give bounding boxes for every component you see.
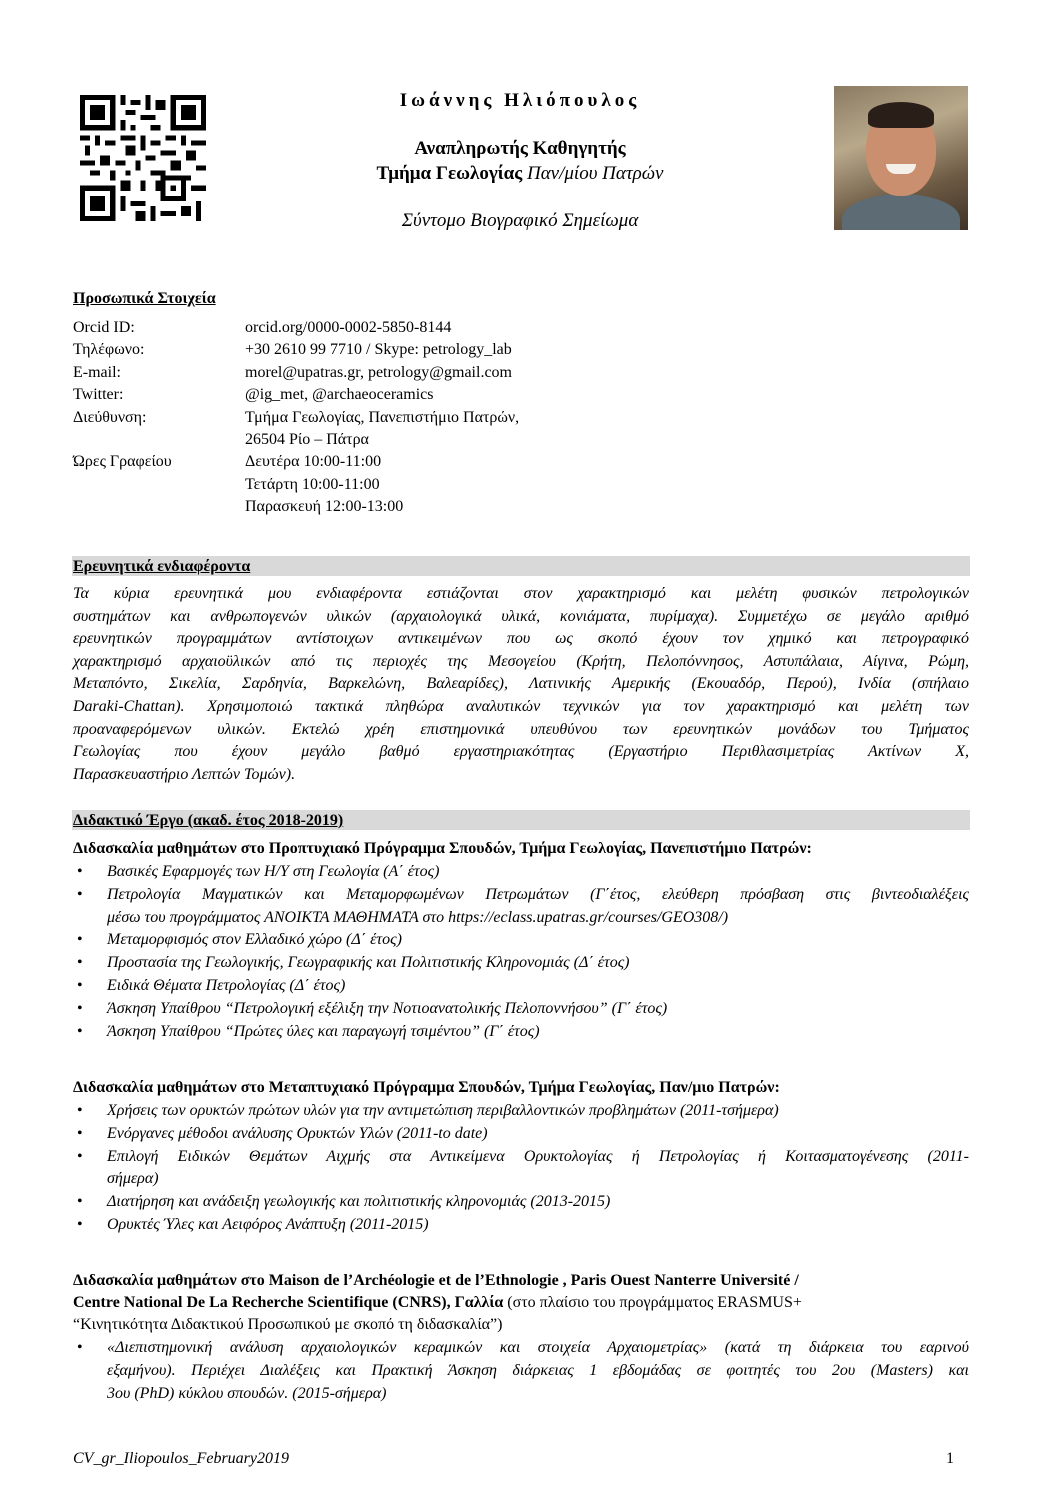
course-text: Προστασία της Γεωλογικής, Γεωγραφικής και Πολιτιστικής Κληρονομιάς (Δ΄ έτος)	[107, 954, 630, 972]
erasmus-program-note: (στο πλαίσιο του προγράμματος ERASMUS+	[503, 1294, 802, 1311]
teaching-heading: Διδακτικό Έργο (ακαδ. έτος 2018-2019)	[73, 812, 344, 829]
personal-value: Δευτέρα 10:00-11:00	[245, 453, 382, 471]
research-line: συστημάτων και ανθρωπογενών υλικών (αρχαιολογικά υλικά, κονιάματα, πυρίμαχα). Συμμετέχω σε μεγάλο αριθμό	[73, 607, 969, 625]
course-item	[73, 1214, 969, 1237]
postgrad-course-list	[73, 1100, 969, 1237]
erasmus-heading-line1: Διδασκαλία μαθημάτων στο Maison de l’Archéologie et de l’Ethnologie , Paris Ouest Nanterre Université /	[73, 1272, 799, 1289]
research-line: Τα κύρια ερευνητικά μου ενδιαφέροντα εστιάζονται στον χαρακτηρισμό και μελέτη φυσικών πετρολογικών	[73, 585, 969, 602]
profile-photo	[834, 86, 968, 230]
personal-row	[73, 339, 519, 361]
bullet-icon: •	[77, 1124, 83, 1142]
course-item	[73, 975, 969, 998]
personal-value: @ig_met, @archaeoceramics	[245, 386, 434, 404]
course-item	[73, 1100, 969, 1123]
personal-row	[73, 407, 519, 429]
erasmus-heading	[73, 1270, 969, 1336]
course-item	[73, 1191, 969, 1214]
research-heading: Ερευνητικά ενδιαφέροντα	[73, 558, 251, 575]
course-text: Ειδικά Θέματα Πετρολογίας (Δ΄ έτος)	[107, 976, 346, 994]
personal-value: +30 2610 99 7710 / Skype: petrology_lab	[245, 341, 512, 359]
research-line: προαναφερόμενων υλικών. Εκτελώ χρέη επιστημονικά υπευθύνου των ερευνητικών μονάδων του Τμήματος	[73, 720, 969, 738]
personal-row	[73, 317, 519, 339]
course-item	[73, 1021, 969, 1044]
course-text: Μεταμορφισμός στον Ελλαδικό χώρο (Δ΄ έτος)	[107, 931, 402, 949]
course-text: Βασικές Εφαρμογές των Η/Υ στη Γεωλογία (Α΄ έτος)	[107, 863, 440, 880]
course-text: εξαμήνου). Περιέχει Διαλέξεις και Πρακτική Άσκηση διάρκειας 1 εβδομάδας σε φοιτητές του 2ου (Masters) και	[107, 1361, 969, 1379]
course-text: Επιλογή Ειδικών Θεμάτων Αιχμής στα Αντικείμενα Ορυκτολογίας ή Πετρολογίας ή Κοιτασματογένεσης (2011-	[107, 1147, 969, 1165]
course-text: Ορυκτές Ύλες και Αειφόρος Ανάπτυξη (2011-2015)	[107, 1215, 429, 1233]
personal-row	[73, 429, 519, 451]
personal-row	[73, 496, 519, 518]
department-name: Τμήμα Γεωλογίας	[376, 163, 523, 184]
personal-label: Twitter:	[73, 386, 124, 404]
erasmus-institution: Centre National De La Recherche Scientifique (CNRS), Γαλλία	[73, 1294, 504, 1311]
personal-label	[73, 429, 245, 451]
research-line: Μεταπόντο, Σικελία, Σαρδηνία, Βαρκελώνη, Βαλεαρίδες), Λατινικής Αμερικής (Εκουαδόρ, Περού), Ινδία (σπήλαιο	[73, 675, 969, 693]
personal-value: 26504 Ρίο – Πάτρα	[245, 431, 369, 449]
personal-details	[73, 317, 519, 519]
course-text: Διατήρηση και ανάδειξη γεωλογικής και πολιτιστικής κληρονομιάς (2013-2015)	[107, 1193, 611, 1211]
personal-label: Orcid ID:	[73, 319, 135, 336]
research-line: χαρακτηρισμό αρχαιοϋλικών από τις περιοχές της Μεσογείου (Κρήτη, Πελοπόννησος, Αστυπάλαια, Αίγινα, Ρώμη,	[73, 652, 969, 670]
bullet-icon: •	[77, 976, 83, 994]
footer-filename: CV_gr_Iliopoulos_February2019	[73, 1450, 289, 1467]
postgrad-heading: Διδασκαλία μαθημάτων στο Μεταπτυχιακό Πρόγραμμα Σπουδών, Τμήμα Γεωλογίας, Παν/μιο Πατρών:	[73, 1079, 780, 1096]
course-item	[73, 884, 969, 930]
page-number: 1	[946, 1450, 954, 1467]
research-line: Παρασκευαστήριο Λεπτών Τομών).	[73, 765, 296, 783]
personal-label: Τηλέφωνο:	[73, 341, 145, 359]
course-text: Ενόργανες μέθοδοι ανάλυσης Ορυκτών Υλών (2011-to date)	[107, 1124, 488, 1142]
personal-value: morel@upatras.gr, petrology@gmail.com	[245, 363, 512, 381]
personal-value: Παρασκευή 12:00-13:00	[245, 498, 404, 516]
course-item	[73, 1123, 969, 1146]
course-item	[73, 1146, 969, 1192]
undergrad-heading: Διδασκαλία μαθημάτων στο Προπτυχιακό Πρόγραμμα Σπουδών, Τμήμα Γεωλογίας, Πανεπιστήμιο Πατρών:	[73, 840, 812, 857]
undergrad-course-list	[73, 861, 969, 1043]
bullet-icon: •	[77, 1193, 83, 1211]
person-name: Ιωάννης Ηλιόπουλος	[399, 90, 641, 111]
bullet-icon: •	[77, 1147, 83, 1165]
erasmus-course-list	[73, 1337, 969, 1405]
course-text: Άσκηση Υπαίθρου “Πρώτες ύλες και παραγωγή τσιμέντου” (Γ΄ έτος)	[107, 1022, 540, 1040]
bullet-icon: •	[77, 999, 83, 1017]
personal-value: orcid.org/0000-0002-5850-8144	[245, 319, 452, 336]
academic-title: Αναπληρωτής Καθηγητής	[414, 138, 626, 159]
document-subtitle: Σύντομο Βιογραφικό Σημείωμα	[401, 210, 639, 231]
course-item	[73, 1337, 969, 1405]
course-item	[73, 861, 969, 884]
erasmus-heading-line3: “Κινητικότητα Διδακτικού Προσωπικού με σκοπό τη διδασκαλία”)	[73, 1316, 503, 1333]
personal-row	[73, 362, 519, 384]
research-line: ερευνητικών προγραμμάτων αντίστοιχων αντικειμένων που ως σκοπό έχουν τον χημικό και πετρογραφικό	[73, 630, 969, 648]
personal-label: E-mail:	[73, 363, 121, 381]
bullet-icon: •	[77, 931, 83, 949]
personal-label	[73, 474, 245, 496]
bullet-icon: •	[77, 954, 83, 972]
bullet-icon: •	[77, 1102, 83, 1119]
course-text: Άσκηση Υπαίθρου “Πετρολογική εξέλιξη την Νοτιοανατολικής Πελοποννήσου” (Γ΄ έτος)	[107, 999, 668, 1017]
qr-code-icon	[80, 95, 206, 221]
personal-label: Διεύθυνση:	[73, 408, 147, 426]
course-item	[73, 998, 969, 1021]
course-text: Χρήσεις των ορυκτών πρώτων υλών για την αντιμετώπιση περιβαλλοντικών προβλημάτων (2011-τσήμερα)	[107, 1102, 779, 1119]
bullet-icon: •	[77, 863, 83, 880]
personal-label	[73, 496, 245, 518]
personal-row	[73, 474, 519, 496]
personal-heading: Προσωπικά Στοιχεία	[73, 290, 216, 307]
personal-row	[73, 451, 519, 473]
personal-row	[73, 384, 519, 406]
course-text: 3ου (PhD) κύκλου σπουδών. (2015-σήμερα)	[107, 1384, 387, 1402]
personal-label: Ώρες Γραφείου	[73, 453, 172, 471]
course-item	[73, 929, 969, 952]
personal-value: Τμήμα Γεωλογίας, Πανεπιστήμιο Πατρών,	[245, 408, 520, 426]
erasmus-heading-line2	[73, 1292, 969, 1314]
research-line: Γεωλογίας που έχουν μεγάλο βαθμό εργαστηριακότητας (Εργαστήριο Περιθλασιμετρίας Ακτίνων Χ,	[73, 743, 969, 761]
course-item	[73, 952, 969, 975]
university-name: Παν/μίου Πατρών	[526, 163, 664, 184]
department	[230, 163, 810, 185]
bullet-icon: •	[77, 1022, 83, 1040]
bullet-icon: •	[77, 1339, 83, 1356]
course-text: σήμερα)	[107, 1170, 159, 1188]
personal-value: Τετάρτη 10:00-11:00	[245, 475, 380, 493]
bullet-icon: •	[77, 885, 83, 903]
bullet-icon: •	[77, 1215, 83, 1233]
course-text: μέσω του προγράμματος ΑΝΟΙΚΤΑ ΜΑΘΗΜΑΤΑ στο https://eclass.upatras.gr/courses/GEO308/)	[107, 908, 729, 926]
course-text: Πετρολογία Μαγματικών και Μεταμορφωμένων Πετρωμάτων (Γ΄έτος, ελεύθερη πρόσβαση στις βιντεοδιαλέξεις	[107, 885, 969, 903]
research-paragraph	[73, 583, 969, 786]
course-text: «Διεπιστημονική ανάλυση αρχαιολογικών κεραμικών και στοιχεία Αρχαιομετρίας» (κατά τη διάρκεια του εαρινού	[107, 1339, 969, 1356]
research-line: Daraki-Chattan). Χρησιμοποιώ τακτικά πληθώρα αναλυτικών τεχνικών για τον χαρακτηρισμό και μελέτη των	[73, 697, 969, 715]
